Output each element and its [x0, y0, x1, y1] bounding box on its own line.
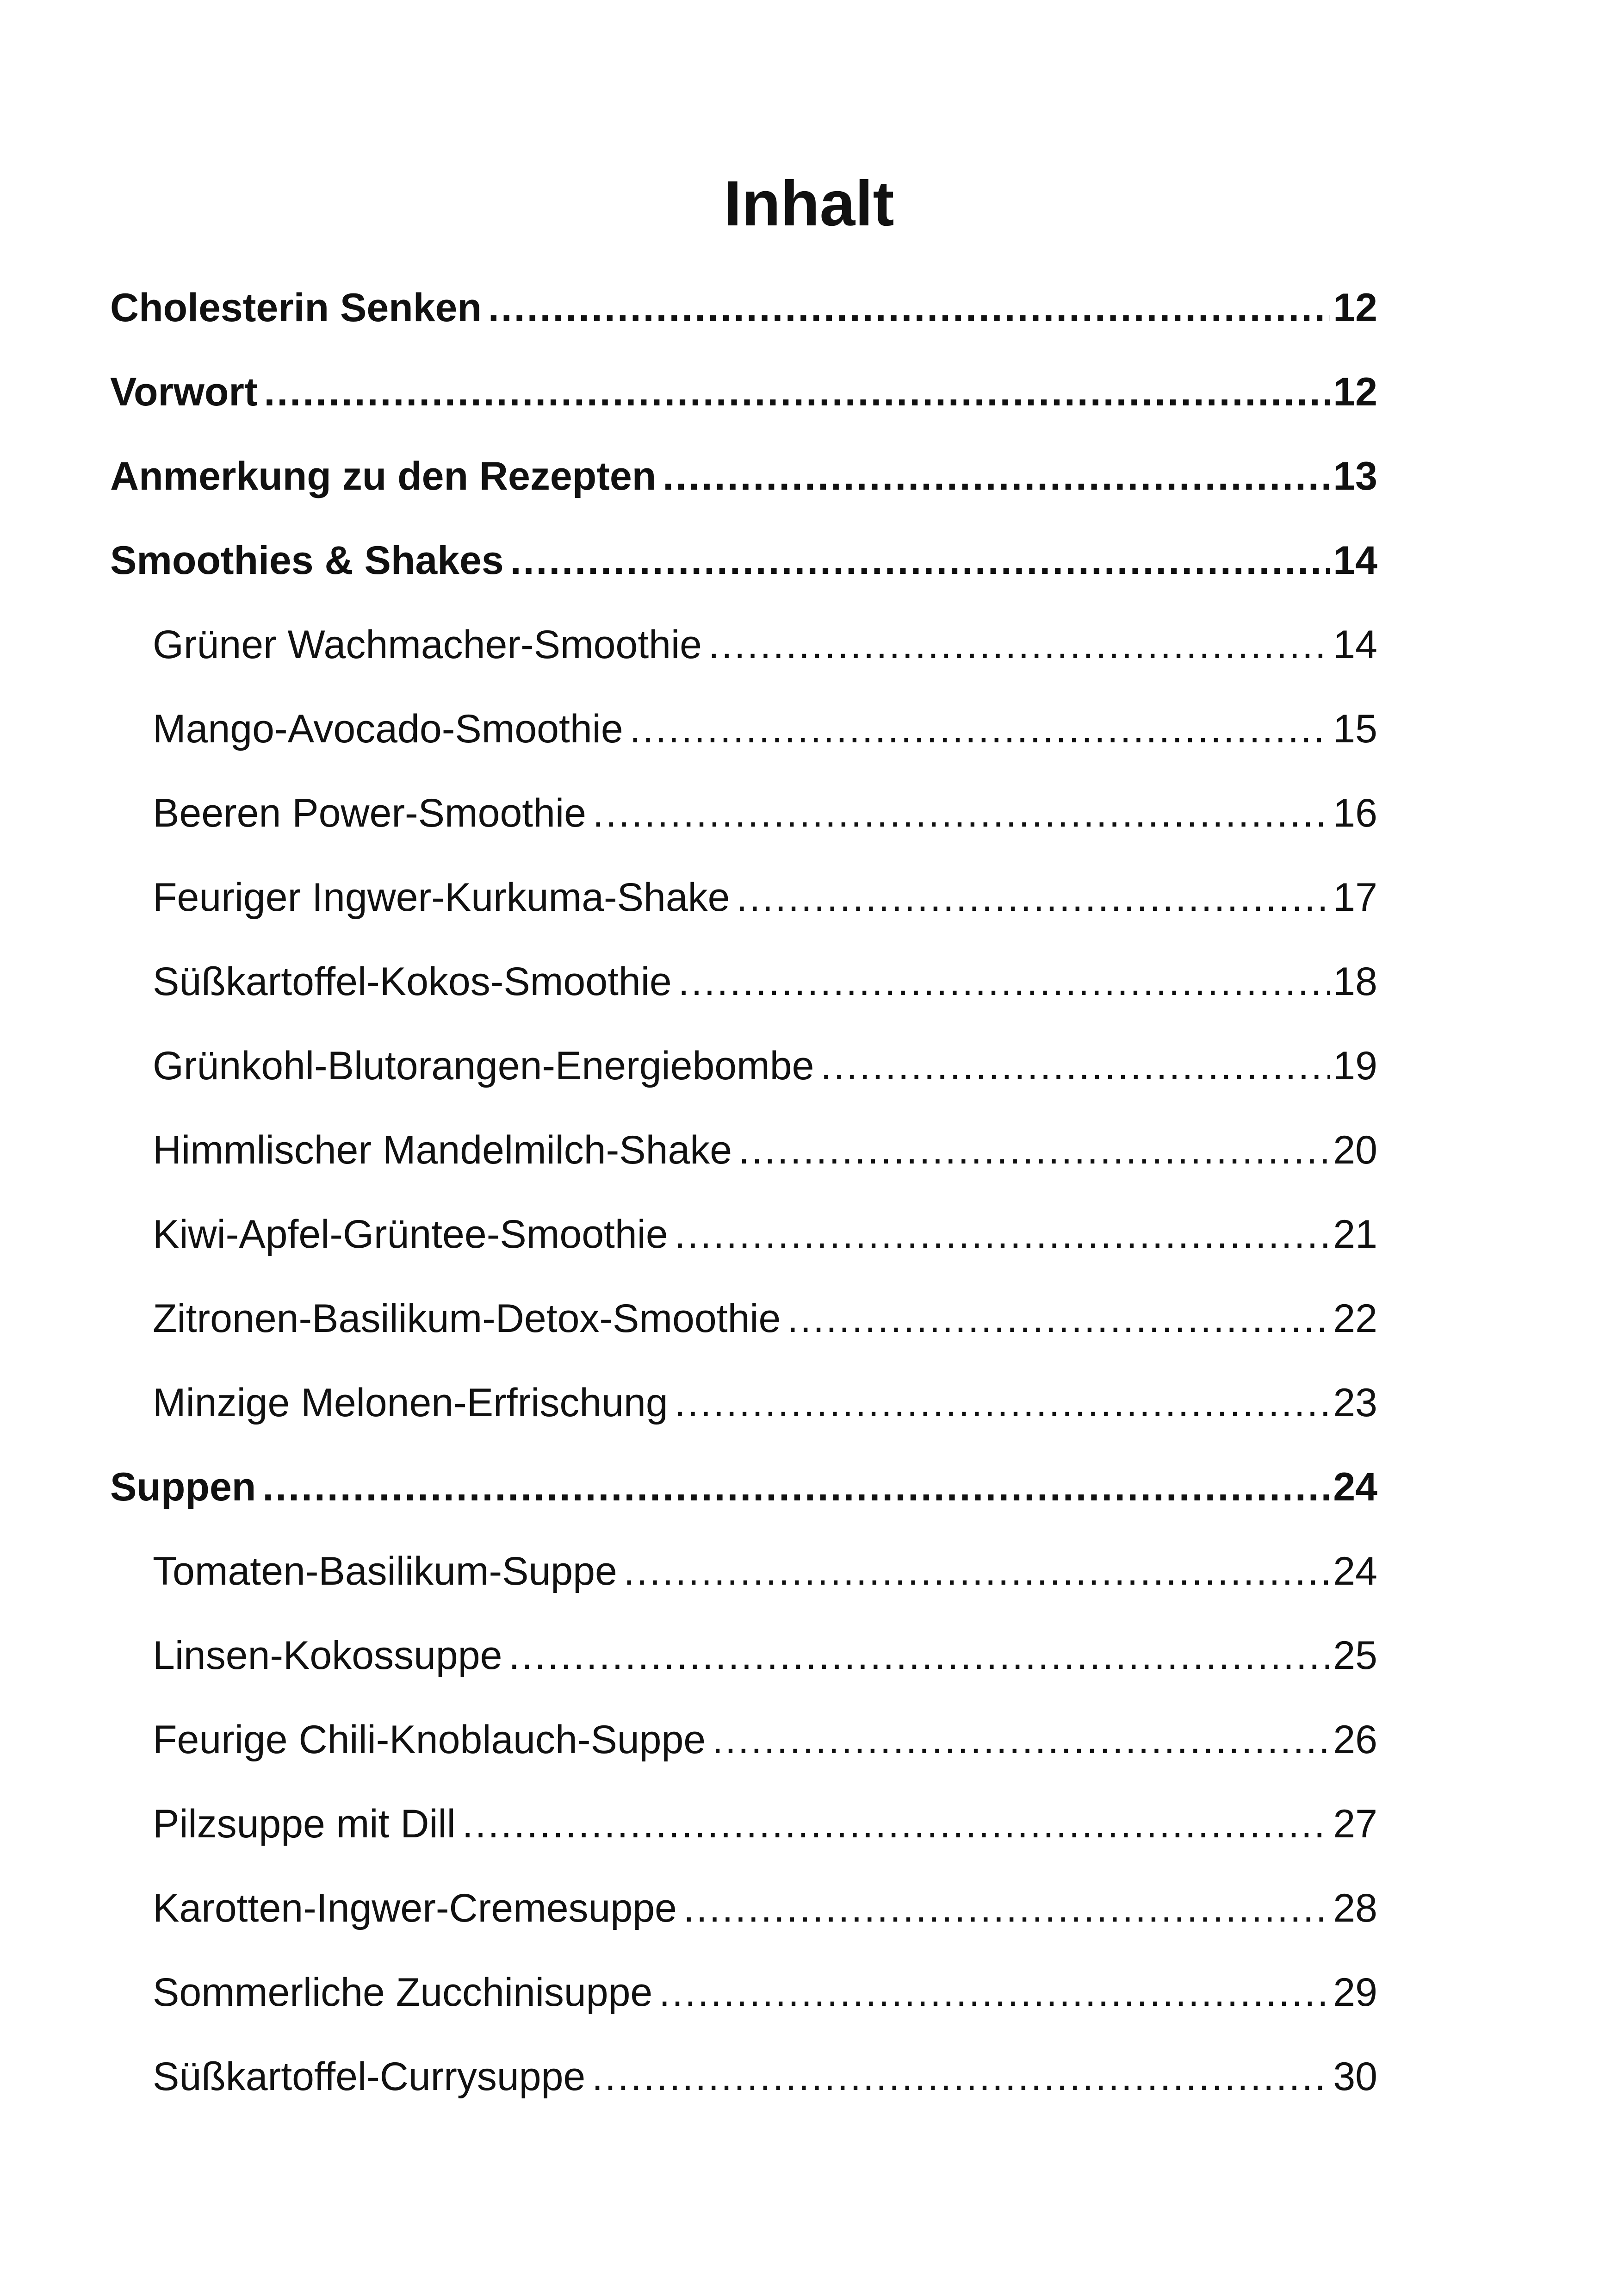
toc-entry-recipe[interactable] — [153, 610, 1377, 670]
toc-entry-page-number: 30 — [1333, 2054, 1377, 2099]
toc-entry-title: Feurige Chili-Knoblauch-Suppe — [153, 1717, 706, 1762]
toc-entry-page-number: 26 — [1333, 1717, 1377, 1762]
toc-entry-chapter[interactable] — [110, 1452, 1377, 1512]
toc-entry-title: Smoothies & Shakes — [110, 538, 504, 583]
dot-leader — [712, 1714, 1330, 1765]
toc-entry-recipe[interactable] — [153, 1873, 1377, 1934]
dot-leader — [264, 367, 1331, 417]
toc-entry-recipe[interactable] — [153, 1537, 1377, 1597]
toc-entry-recipe[interactable] — [153, 1115, 1377, 1176]
toc-entry-title: Grünkohl-Blutorangen-Energiebombe — [153, 1044, 814, 1088]
toc-entry-recipe[interactable] — [153, 1705, 1377, 1765]
dot-leader — [820, 1040, 1330, 1091]
toc-entry-page-number: 16 — [1333, 791, 1377, 835]
toc-entry-recipe[interactable] — [153, 2042, 1377, 2102]
dot-leader — [659, 1967, 1330, 2018]
toc-entry-recipe[interactable] — [153, 1621, 1377, 1681]
dot-leader — [708, 619, 1330, 670]
dot-leader — [624, 1546, 1331, 1597]
toc-entry-recipe[interactable] — [153, 1284, 1377, 1344]
toc-entry-page-number: 23 — [1333, 1381, 1377, 1425]
dot-leader — [675, 1209, 1331, 1260]
toc-entry-page-number: 29 — [1333, 1970, 1377, 2015]
toc-entry-page-number: 12 — [1333, 286, 1377, 330]
toc-entry-title: Mango-Avocado-Smoothie — [153, 707, 623, 751]
toc-entry-page-number: 18 — [1333, 959, 1377, 1004]
toc-entry-recipe[interactable] — [153, 1789, 1377, 1849]
toc-entry-page-number: 22 — [1333, 1296, 1377, 1341]
dot-leader — [663, 451, 1330, 502]
toc-entry-page-number: 17 — [1333, 875, 1377, 920]
toc-entry-title: Sommerliche Zucchinisuppe — [153, 1970, 653, 2015]
toc-entry-title: Süßkartoffel-Currysuppe — [153, 2054, 586, 2099]
dot-leader — [738, 1125, 1330, 1176]
toc-entry-title: Linsen-Kokossuppe — [153, 1633, 502, 1678]
toc-entry-recipe[interactable] — [153, 694, 1377, 754]
toc-entry-title: Karotten-Ingwer-Cremesuppe — [153, 1886, 677, 1930]
toc-entry-page-number: 19 — [1333, 1044, 1377, 1088]
toc-entry-recipe[interactable] — [153, 1031, 1377, 1091]
toc-entry-page-number: 28 — [1333, 1886, 1377, 1930]
toc-entry-title: Feuriger Ingwer-Kurkuma-Shake — [153, 875, 730, 920]
toc-entry-title: Beeren Power-Smoothie — [153, 791, 586, 835]
toc-entry-title: Zitronen-Basilikum-Detox-Smoothie — [153, 1296, 781, 1341]
toc-entry-page-number: 12 — [1333, 370, 1377, 414]
toc-entry-page-number: 21 — [1333, 1212, 1377, 1257]
toc-entry-title: Tomaten-Basilikum-Suppe — [153, 1549, 617, 1593]
toc-entry-chapter[interactable] — [110, 442, 1377, 502]
toc-entry-title: Kiwi-Apfel-Grüntee-Smoothie — [153, 1212, 668, 1257]
toc-entry-title: Minzige Melonen-Erfrischung — [153, 1381, 668, 1425]
toc-entry-chapter[interactable] — [110, 526, 1377, 586]
toc-entry-page-number: 20 — [1333, 1128, 1377, 1172]
dot-leader — [508, 1630, 1330, 1681]
toc-entry-page-number: 24 — [1333, 1465, 1377, 1509]
toc-entry-recipe[interactable] — [153, 1368, 1377, 1428]
dot-leader — [737, 872, 1331, 923]
dot-leader — [462, 1798, 1331, 1849]
dot-leader — [592, 2051, 1330, 2102]
toc-entry-title: Grüner Wachmacher-Smoothie — [153, 622, 702, 667]
dot-leader — [787, 1293, 1330, 1344]
toc-entry-recipe[interactable] — [153, 947, 1377, 1007]
toc-entry-title: Suppen — [110, 1465, 256, 1509]
toc-entry-page-number: 25 — [1333, 1633, 1377, 1678]
dot-leader — [675, 1377, 1331, 1428]
toc-entry-chapter[interactable] — [110, 357, 1377, 417]
toc-entry-title: Pilzsuppe mit Dill — [153, 1802, 456, 1846]
toc-entry-page-number: 24 — [1333, 1549, 1377, 1593]
page-title: Inhalt — [724, 168, 894, 239]
toc-entry-title: Anmerkung zu den Rezepten — [110, 454, 657, 498]
dot-leader — [593, 788, 1330, 839]
dot-leader — [683, 1883, 1330, 1934]
toc-entry-title: Cholesterin Senken — [110, 286, 482, 330]
toc-entry-page-number: 27 — [1333, 1802, 1377, 1846]
dot-leader — [678, 956, 1331, 1007]
toc-entry-page-number: 14 — [1333, 538, 1377, 583]
toc-entry-title: Vorwort — [110, 370, 258, 414]
dot-leader — [630, 703, 1331, 754]
dot-leader — [510, 535, 1331, 586]
toc-entry-chapter[interactable] — [110, 273, 1377, 333]
toc-entry-title: Süßkartoffel-Kokos-Smoothie — [153, 959, 672, 1004]
toc-entry-recipe[interactable] — [153, 863, 1377, 923]
dot-leader — [488, 282, 1330, 333]
toc-entry-page-number: 15 — [1333, 707, 1377, 751]
dot-leader — [262, 1462, 1330, 1512]
toc-entry-page-number: 14 — [1333, 622, 1377, 667]
toc-entry-page-number: 13 — [1333, 454, 1377, 498]
toc-entry-title: Himmlischer Mandelmilch-Shake — [153, 1128, 732, 1172]
toc-entry-recipe[interactable] — [153, 1200, 1377, 1260]
toc-entry-recipe[interactable] — [153, 1958, 1377, 2018]
toc-entry-recipe[interactable] — [153, 778, 1377, 839]
